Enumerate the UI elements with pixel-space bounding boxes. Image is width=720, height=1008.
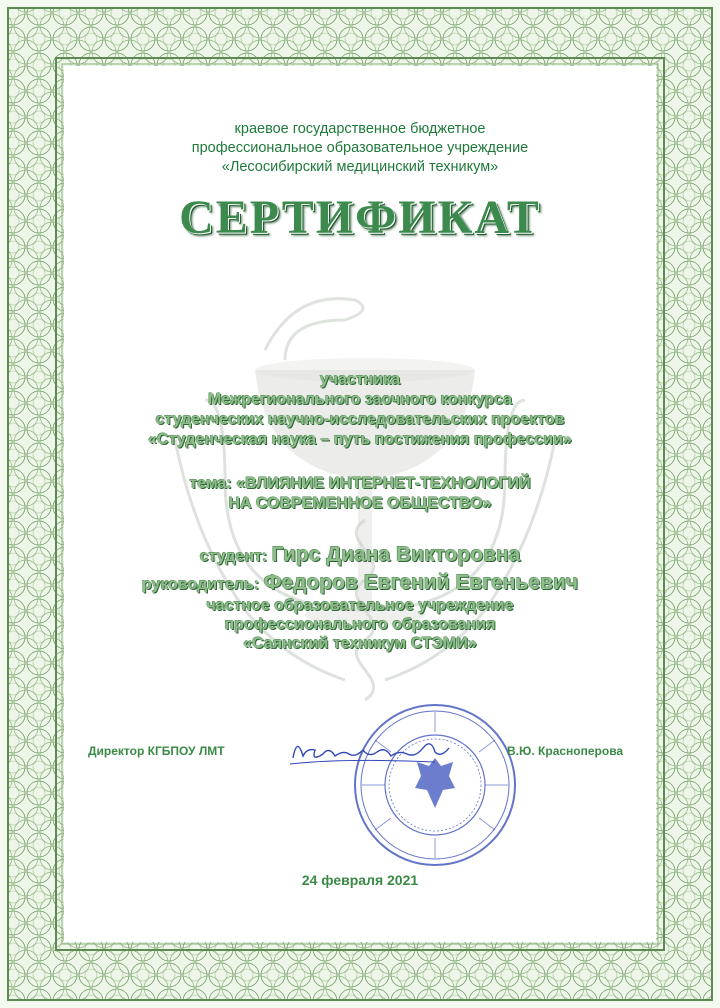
director-signature	[285, 728, 460, 773]
organization-block	[0, 596, 720, 653]
supervisor-name: Федоров Евгений Евгеньевич	[263, 571, 579, 594]
contest-name: «Студенческая наука – путь постижения профессии»	[148, 431, 572, 448]
certificate-title: СЕРТИФИКАТ	[179, 191, 541, 244]
director-position: Директор КГБПОУ ЛМТ	[88, 744, 225, 758]
organization-line: частное образовательное учреждение	[206, 597, 514, 614]
issuer-line: краевое государственное бюджетное	[234, 121, 486, 137]
participation-block	[0, 370, 720, 450]
issuer-line: «Лесосибирский медицинский техникум»	[221, 159, 499, 175]
participant-role: участника	[319, 371, 401, 388]
organization-name: «Саянский техникум СТЭМИ»	[243, 635, 477, 652]
issuer-line: профессиональное образовательное учреждение	[191, 140, 529, 156]
official-stamp	[345, 700, 525, 870]
persons-block	[0, 542, 720, 598]
supervisor-label: руководитель:	[141, 576, 260, 593]
student-name: Гирс Диана Викторовна	[271, 543, 521, 566]
issue-date: 24 февраля 2021	[301, 872, 419, 888]
director-name: В.Ю. Красноперова	[507, 744, 624, 758]
contest-line: Межрегионального заочного конкурса	[207, 391, 513, 408]
contest-line: студенческих научно-исследовательских проектов	[155, 411, 565, 428]
theme-line: «ВЛИЯНИЕ ИНТЕРНЕТ-ТЕХНОЛОГИЙ	[236, 475, 531, 492]
theme-label: тема:	[189, 475, 232, 492]
theme-line: НА СОВРЕМЕННОЕ ОБЩЕСТВО»	[228, 495, 492, 512]
theme-block	[0, 474, 720, 514]
organization-line: профессионального образования	[224, 616, 496, 633]
issuer-block	[0, 120, 720, 177]
student-label: студент:	[199, 548, 268, 565]
